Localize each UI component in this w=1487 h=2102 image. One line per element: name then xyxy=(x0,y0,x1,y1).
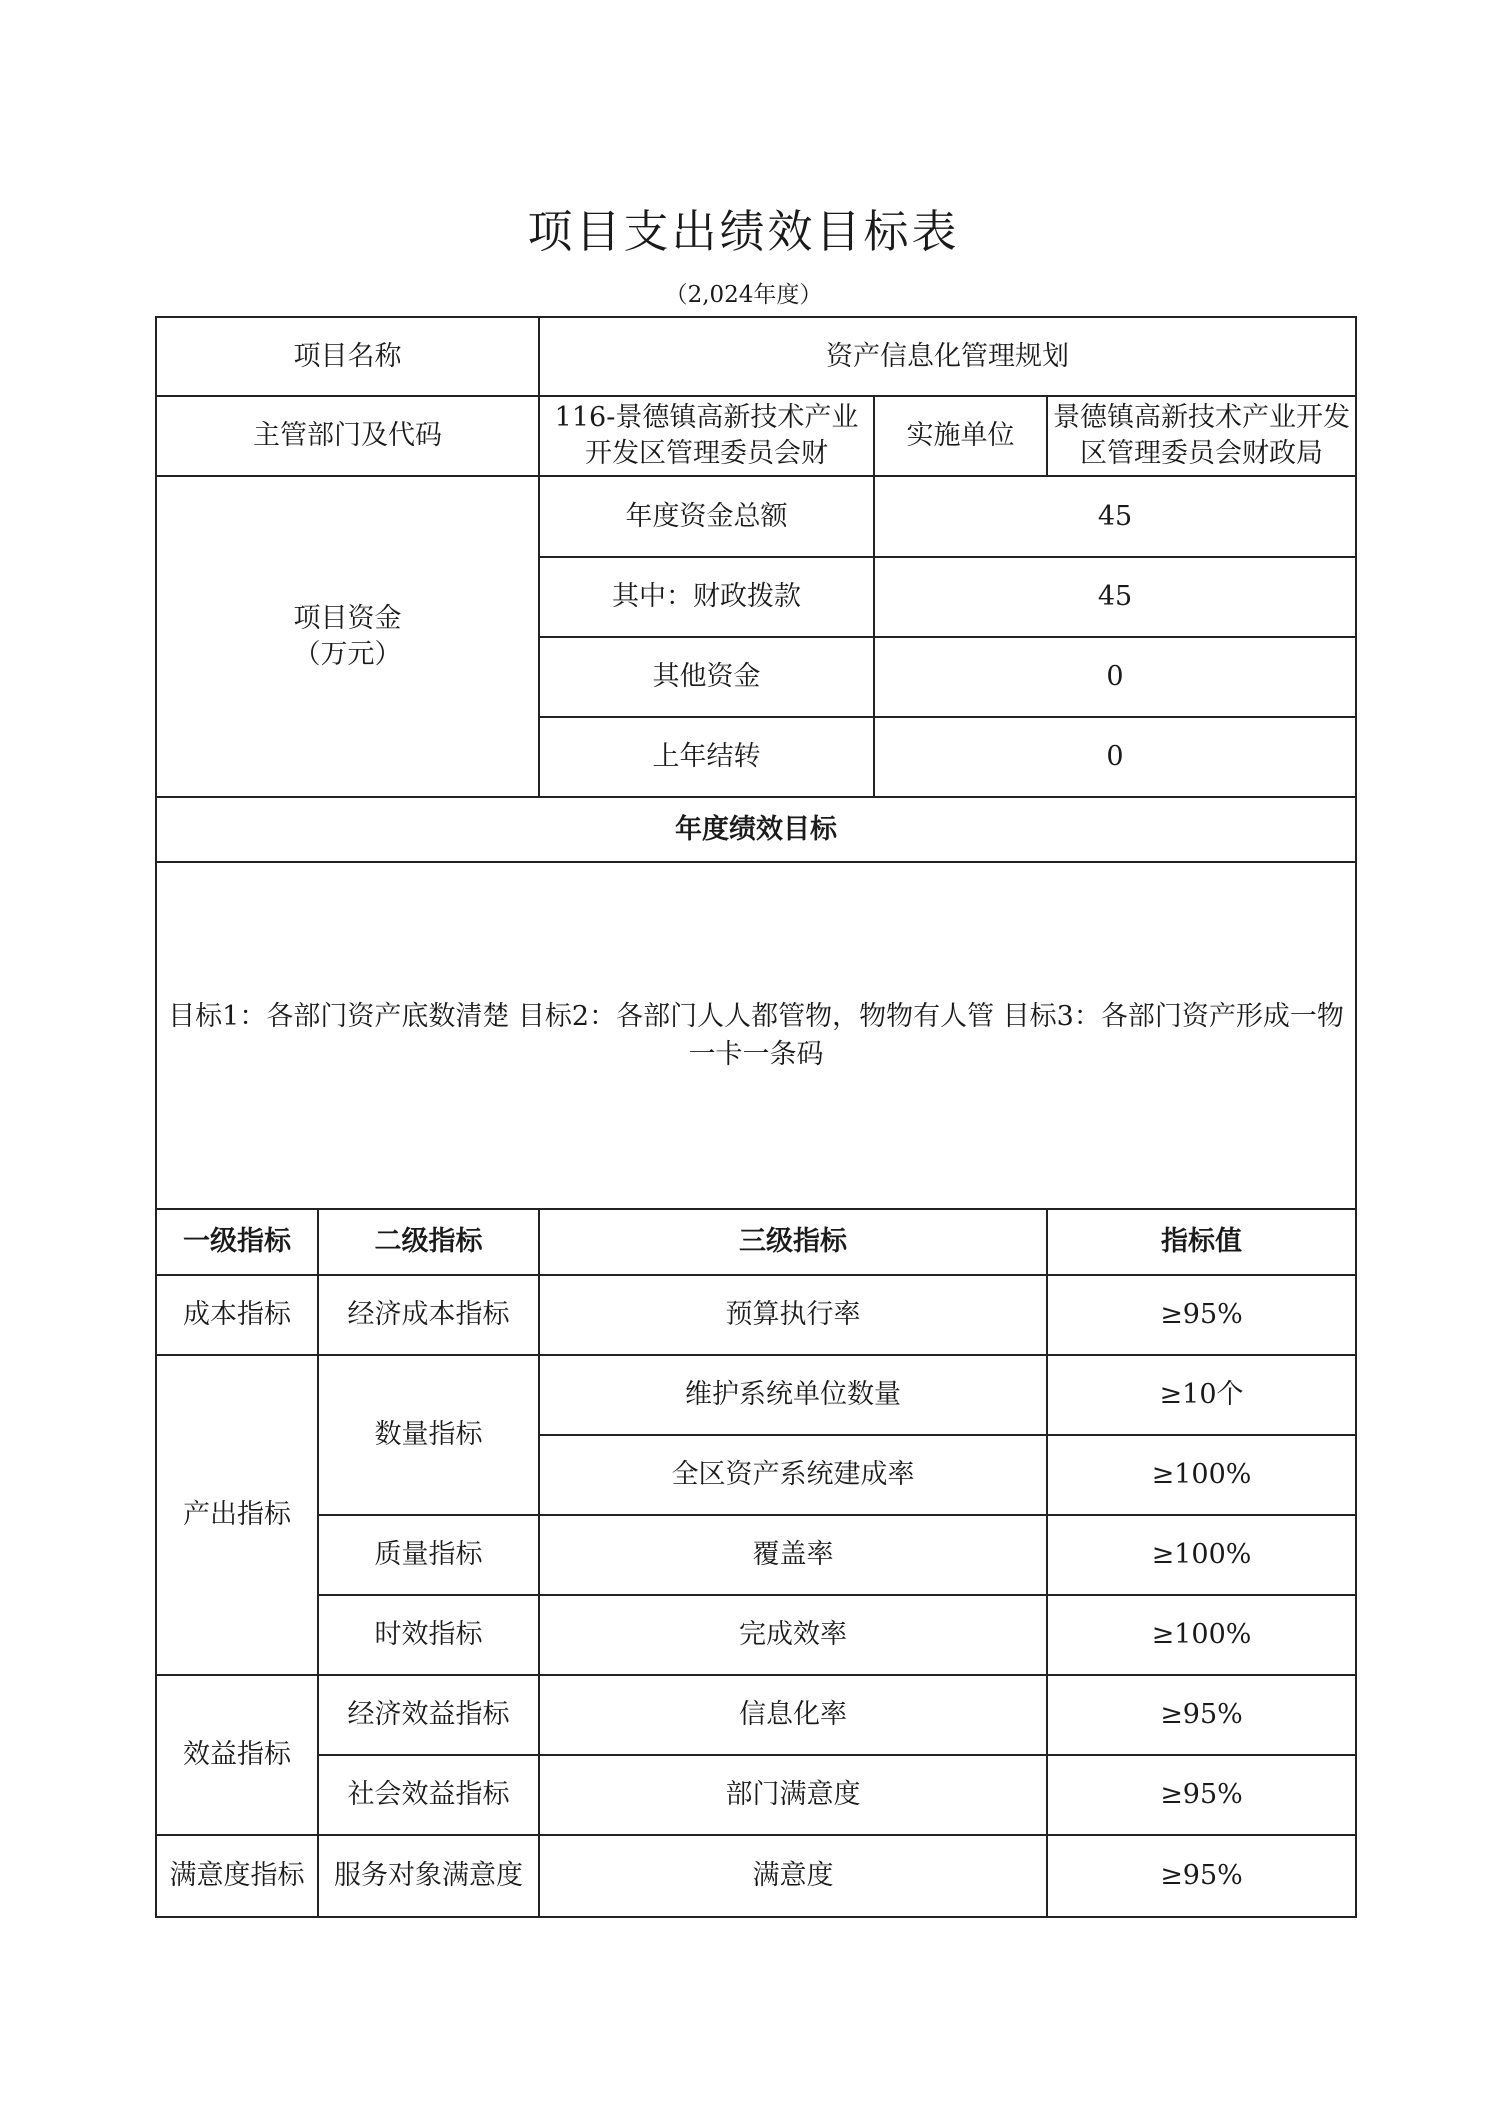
indicator-value: ≥100% xyxy=(1047,1435,1356,1515)
indicator-row xyxy=(156,1595,1356,1675)
indicator-level3: 部门满意度 xyxy=(539,1755,1047,1835)
indicator-level2: 时效指标 xyxy=(318,1595,539,1675)
funds-row xyxy=(156,476,1356,557)
indicator-level1: 满意度指标 xyxy=(156,1835,318,1917)
indicator-value: ≥95% xyxy=(1047,1835,1356,1917)
goals-header-row xyxy=(156,797,1356,862)
indicator-level1: 产出指标 xyxy=(156,1355,318,1675)
funds-row-value: 0 xyxy=(874,637,1356,717)
indicator-level3: 维护系统单位数量 xyxy=(539,1355,1047,1435)
indicator-level2: 经济效益指标 xyxy=(318,1675,539,1755)
funds-row-value: 45 xyxy=(874,557,1356,637)
goals-row xyxy=(156,862,1356,1209)
indicator-level2: 社会效益指标 xyxy=(318,1755,539,1835)
indicator-level3: 满意度 xyxy=(539,1835,1047,1917)
implementing-unit-value: 景德镇高新技术产业开发区管理委员会财政局 xyxy=(1047,396,1356,476)
header-value: 指标值 xyxy=(1047,1209,1356,1275)
indicator-level3: 预算执行率 xyxy=(539,1275,1047,1355)
indicator-level3: 全区资产系统建成率 xyxy=(539,1435,1047,1515)
project-name-value: 资产信息化管理规划 xyxy=(539,317,1356,396)
indicator-value: ≥95% xyxy=(1047,1275,1356,1355)
indicator-value: ≥100% xyxy=(1047,1595,1356,1675)
fiscal-year: （2,024年度） xyxy=(664,282,823,308)
goals-header: 年度绩效目标 xyxy=(156,797,1356,862)
indicator-level1: 效益指标 xyxy=(156,1675,318,1835)
funds-row-label: 其中：财政拨款 xyxy=(539,557,874,637)
project-name-label: 项目名称 xyxy=(156,317,539,396)
header-level3: 三级指标 xyxy=(539,1209,1047,1275)
indicator-level3: 完成效率 xyxy=(539,1595,1047,1675)
funds-row-label: 其他资金 xyxy=(539,637,874,717)
department-row xyxy=(156,396,1356,476)
indicator-level2: 质量指标 xyxy=(318,1515,539,1595)
goals-text: 目标1：各部门资产底数清楚 目标2：各部门人人都管物，物物有人管 目标3：各部门资产形成一物一卡一条码 xyxy=(156,862,1356,1209)
performance-target-table xyxy=(155,316,1357,1918)
header-level1: 一级指标 xyxy=(156,1209,318,1275)
indicator-value: ≥95% xyxy=(1047,1755,1356,1835)
indicator-row xyxy=(156,1355,1356,1435)
funds-row-value: 0 xyxy=(874,717,1356,797)
indicator-row xyxy=(156,1755,1356,1835)
department-value: 116-景德镇高新技术产业开发区管理委员会财 xyxy=(539,396,874,476)
indicator-level1: 成本指标 xyxy=(156,1275,318,1355)
project-name-row xyxy=(156,317,1356,396)
indicator-row xyxy=(156,1515,1356,1595)
page-title: 项目支出绩效目标表 xyxy=(527,205,960,258)
indicator-value: ≥10个 xyxy=(1047,1355,1356,1435)
indicator-value: ≥95% xyxy=(1047,1675,1356,1755)
indicator-level3: 覆盖率 xyxy=(539,1515,1047,1595)
indicator-level2: 经济成本指标 xyxy=(318,1275,539,1355)
funds-row-value: 45 xyxy=(874,476,1356,557)
indicator-header-row xyxy=(156,1209,1356,1275)
indicator-level2: 服务对象满意度 xyxy=(318,1835,539,1917)
funds-label: 项目资金 （万元） xyxy=(156,476,539,797)
indicator-level3: 信息化率 xyxy=(539,1675,1047,1755)
header-level2: 二级指标 xyxy=(318,1209,539,1275)
funds-row-label: 年度资金总额 xyxy=(539,476,874,557)
indicator-level2: 数量指标 xyxy=(318,1355,539,1515)
indicator-value: ≥100% xyxy=(1047,1515,1356,1595)
indicator-row xyxy=(156,1835,1356,1917)
indicator-row xyxy=(156,1675,1356,1755)
funds-row-label: 上年结转 xyxy=(539,717,874,797)
indicator-row xyxy=(156,1275,1356,1355)
department-label: 主管部门及代码 xyxy=(156,396,539,476)
implementing-unit-label: 实施单位 xyxy=(874,396,1047,476)
